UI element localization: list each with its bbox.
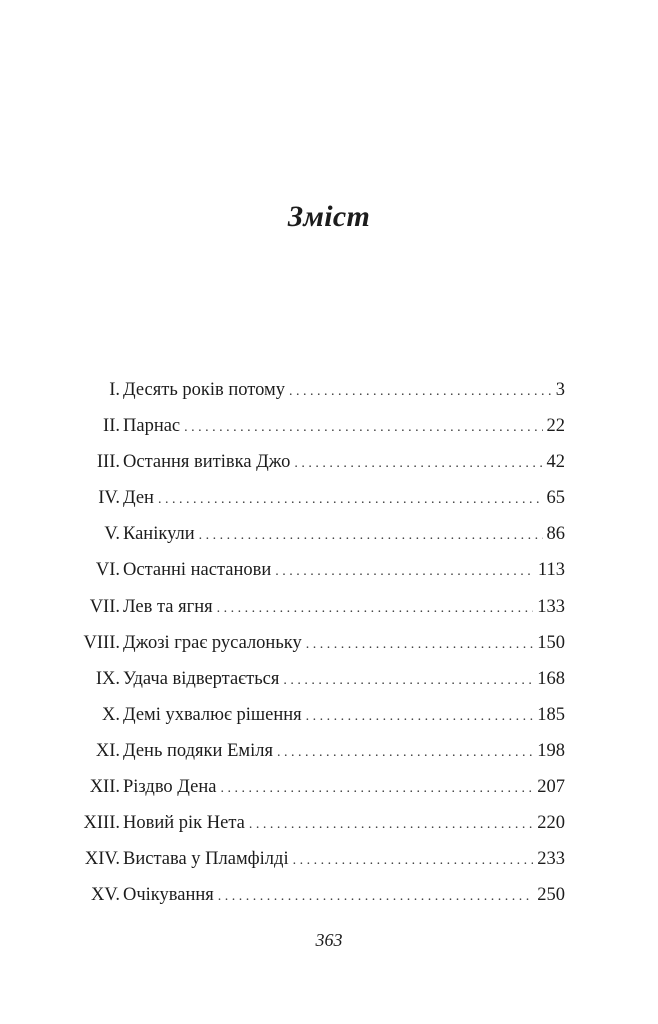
chapter-page-number: 113 bbox=[537, 560, 565, 581]
chapter-title: Лев та ягня bbox=[123, 596, 213, 617]
chapter-title: Очікування bbox=[123, 885, 214, 906]
chapter-page-number: 150 bbox=[537, 632, 565, 653]
chapter-title: Парнас bbox=[123, 416, 181, 437]
chapter-title: Джозі грає русалоньку bbox=[123, 632, 302, 653]
toc-entry bbox=[0, 516, 658, 552]
dot-leader bbox=[158, 482, 543, 518]
chapter-numeral: V. bbox=[104, 524, 120, 545]
chapter-page-number: 198 bbox=[537, 740, 565, 761]
chapter-title: День подяки Еміля bbox=[123, 740, 273, 761]
table-of-contents bbox=[0, 372, 658, 913]
chapter-page-number: 168 bbox=[537, 668, 565, 689]
chapter-page-number: 185 bbox=[537, 704, 565, 725]
dot-leader bbox=[217, 591, 534, 627]
chapter-page-number: 220 bbox=[537, 813, 565, 834]
chapter-page-number: 86 bbox=[546, 524, 565, 545]
toc-entry-line bbox=[123, 877, 565, 915]
toc-entry bbox=[0, 444, 658, 480]
toc-entry-line bbox=[123, 589, 565, 627]
chapter-title: Новий рік Нета bbox=[123, 813, 245, 834]
chapter-numeral: XV. bbox=[91, 885, 120, 906]
toc-entry-line bbox=[123, 733, 565, 771]
chapter-numeral: XIII. bbox=[83, 813, 120, 834]
chapter-numeral: VI. bbox=[95, 560, 120, 581]
dot-leader bbox=[220, 771, 533, 807]
dot-leader bbox=[275, 554, 534, 590]
toc-entry bbox=[0, 589, 658, 625]
dot-leader bbox=[249, 807, 533, 843]
chapter-title: Остання витівка Джо bbox=[123, 452, 291, 473]
page-number: 363 bbox=[315, 930, 343, 950]
toc-entry-line bbox=[123, 625, 565, 663]
toc-entry bbox=[0, 661, 658, 697]
chapter-page-number: 250 bbox=[537, 885, 565, 906]
toc-entry bbox=[0, 733, 658, 769]
toc-entry bbox=[0, 805, 658, 841]
dot-leader bbox=[199, 518, 543, 554]
chapter-page-number: 42 bbox=[546, 452, 565, 473]
chapter-title: Вистава у Пламфілді bbox=[123, 849, 289, 870]
toc-entry-line bbox=[123, 480, 565, 518]
dot-leader bbox=[184, 410, 542, 446]
chapter-numeral: IX. bbox=[95, 668, 120, 689]
chapter-title: Десять років потому bbox=[123, 380, 285, 400]
chapter-page-number: 65 bbox=[546, 488, 565, 509]
toc-entry bbox=[0, 480, 658, 516]
chapter-numeral: VIII. bbox=[83, 632, 120, 653]
chapter-numeral: XI. bbox=[95, 740, 120, 761]
toc-entry-line bbox=[123, 444, 565, 482]
dot-leader bbox=[283, 663, 533, 699]
dot-leader bbox=[289, 374, 552, 410]
chapter-numeral: XIV. bbox=[84, 849, 120, 870]
chapter-numeral: XII. bbox=[89, 777, 120, 798]
toc-entry bbox=[0, 625, 658, 661]
chapter-numeral: IV. bbox=[98, 488, 120, 509]
chapter-numeral: II. bbox=[103, 416, 120, 437]
toc-entry-line bbox=[123, 769, 565, 807]
toc-entry bbox=[0, 841, 658, 877]
chapter-title: Ден bbox=[123, 488, 154, 509]
dot-leader bbox=[277, 735, 533, 771]
chapter-numeral: I. bbox=[109, 380, 120, 400]
toc-entry-line bbox=[123, 408, 565, 446]
chapter-page-number: 233 bbox=[537, 849, 565, 870]
toc-entry-line bbox=[123, 516, 565, 554]
toc-entry bbox=[0, 769, 658, 805]
toc-entry-line bbox=[123, 372, 565, 410]
toc-entry-line bbox=[123, 552, 565, 590]
dot-leader bbox=[218, 879, 533, 915]
dot-leader bbox=[306, 699, 534, 735]
chapter-numeral: III. bbox=[96, 452, 120, 473]
toc-entry bbox=[0, 408, 658, 444]
chapter-title: Різдво Дена bbox=[123, 777, 217, 798]
toc-entry-line bbox=[123, 805, 565, 843]
chapter-page-number: 22 bbox=[546, 416, 565, 437]
chapter-title: Удача відвертається bbox=[123, 668, 280, 689]
chapter-title: Останні настанови bbox=[123, 560, 272, 581]
page-title: Зміст bbox=[287, 200, 371, 233]
chapter-numeral: VII. bbox=[89, 596, 120, 617]
toc-entry bbox=[0, 552, 658, 588]
dot-leader bbox=[294, 446, 542, 482]
chapter-page-number: 133 bbox=[537, 596, 565, 617]
chapter-page-number: 207 bbox=[537, 777, 565, 798]
toc-entry bbox=[0, 372, 658, 408]
toc-entry bbox=[0, 697, 658, 733]
dot-leader bbox=[306, 627, 534, 663]
chapter-page-number: 3 bbox=[555, 380, 565, 400]
chapter-title: Демі ухвалює рішення bbox=[123, 704, 302, 725]
toc-entry-line bbox=[123, 661, 565, 699]
chapter-title: Канікули bbox=[123, 524, 195, 545]
toc-entry-line bbox=[123, 841, 565, 879]
toc-entry-line bbox=[123, 697, 565, 735]
dot-leader bbox=[293, 843, 534, 879]
toc-entry bbox=[0, 877, 658, 913]
chapter-numeral: X. bbox=[102, 704, 120, 725]
